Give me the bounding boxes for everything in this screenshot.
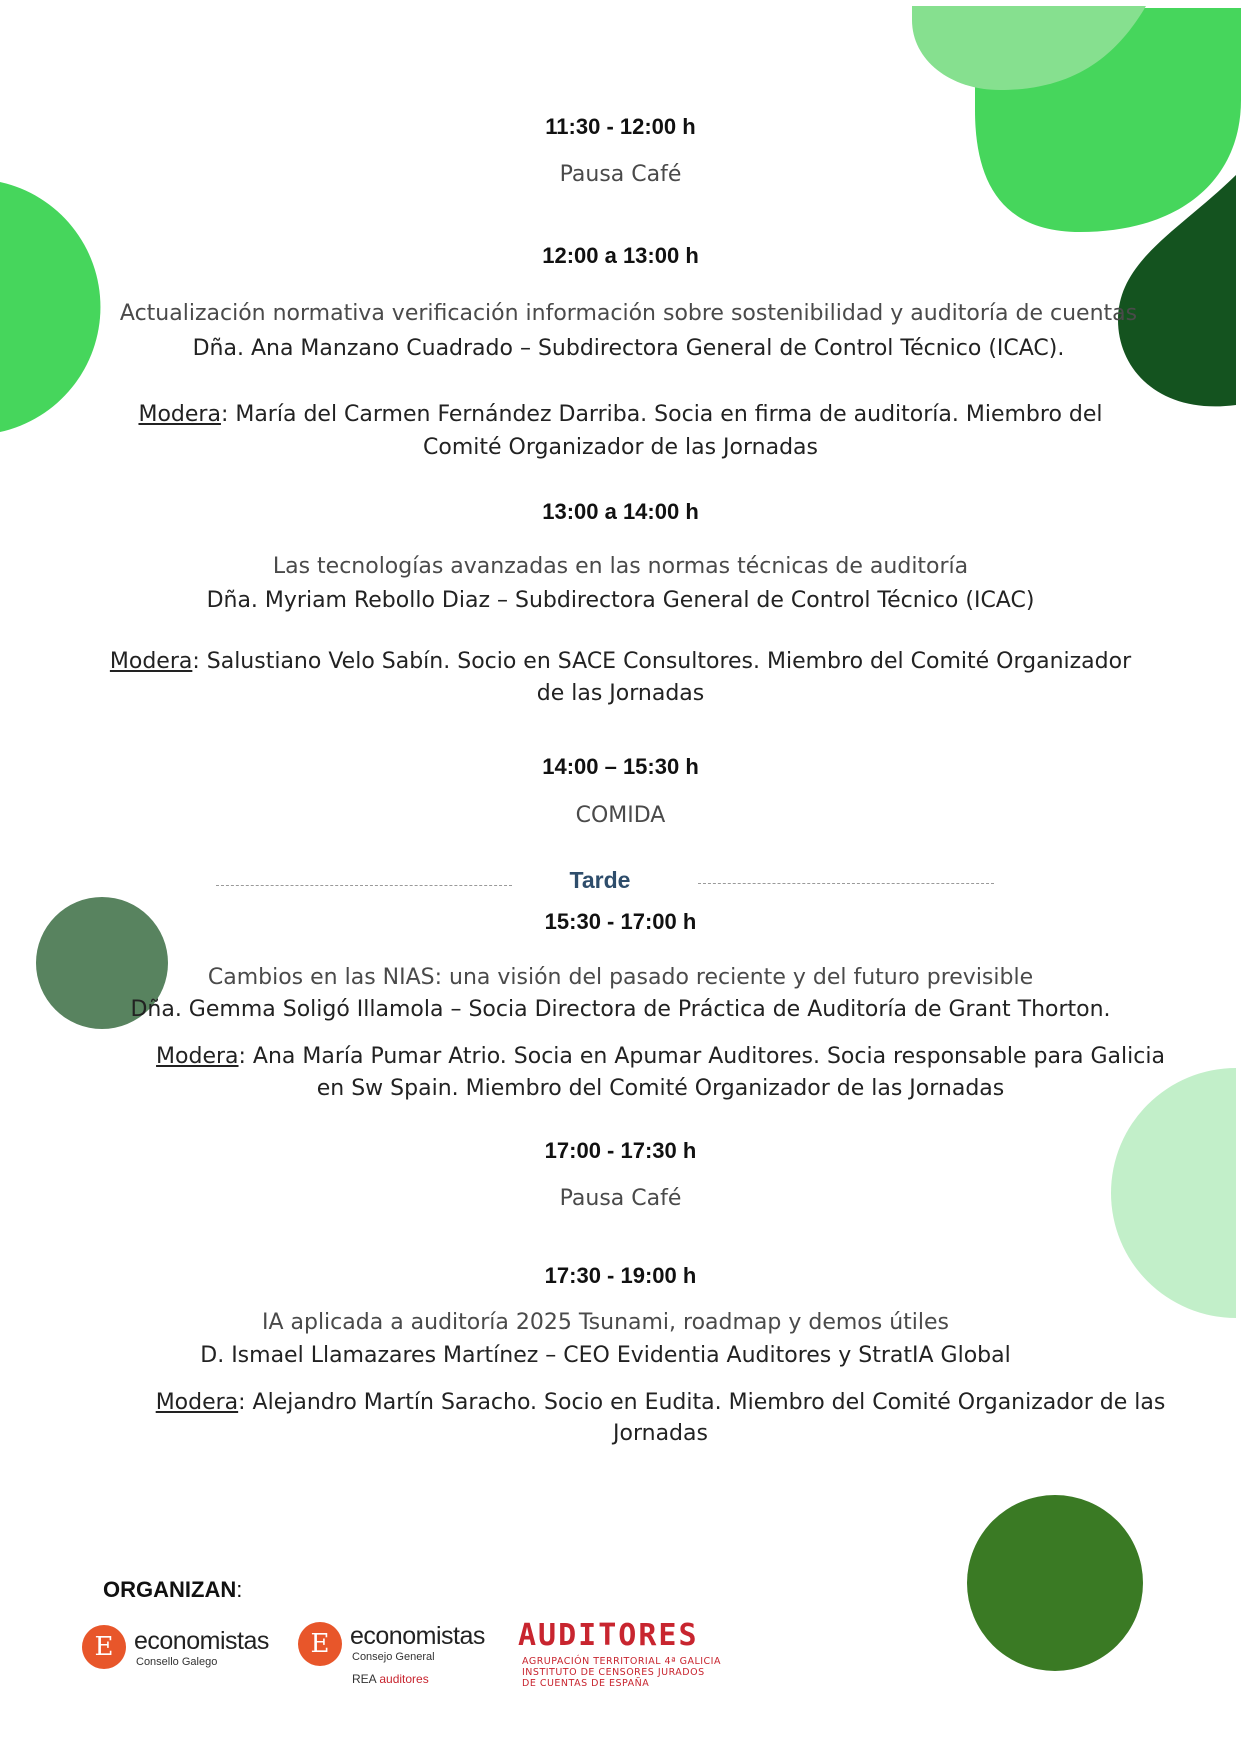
divider-right	[698, 883, 994, 884]
time-slot-5: 15:30 - 17:00 h	[544, 909, 697, 934]
moderator-line-5a: Modera: Ana María Pumar Atrio. Socia en Apumar Auditores. Socia responsable para Galicia	[156, 1044, 1165, 1069]
economistas-mark-icon: E	[298, 1622, 342, 1666]
moderator-label: Modera	[109, 649, 193, 674]
speaker-7: D. Ismael Llamazares Martínez – CEO Evidentia Auditores y StratIA Global	[200, 1343, 1011, 1368]
speaker-3: Dña. Myriam Rebollo Diaz – Subdirectora General de Control Técnico (ICAC)	[206, 588, 1035, 613]
session-title-2: Actualización normativa verificación información sobre sostenibilidad y auditoría de cuentas	[119, 301, 1138, 326]
logo-economistas-consello-galego: E economistas Consello Galego	[82, 1623, 282, 1673]
moderator-line-2b: Comité Organizador de las Jornadas	[423, 435, 818, 460]
speaker-5: Dña. Gemma Soligó Illamola – Socia Directora de Práctica de Auditoría de Grant Thorton.	[130, 997, 1111, 1022]
session-title-6: Pausa Café	[559, 1186, 682, 1211]
moderator-line-3a: Modera: Salustiano Velo Sabín. Socio en SACE Consultores. Miembro del Comité Organizador	[109, 649, 1132, 674]
time-slot-6: 17:00 - 17:30 h	[544, 1138, 697, 1163]
speaker-2: Dña. Ana Manzano Cuadrado – Subdirectora General de Control Técnico (ICAC).	[192, 336, 1065, 361]
time-slot-7: 17:30 - 19:00 h	[544, 1263, 697, 1288]
moderator-label: Modera	[156, 1044, 239, 1069]
moderator-label: Modera	[138, 402, 221, 427]
session-title-5: Cambios en las NIAS: una visión del pasado reciente y del futuro previsible	[207, 965, 1034, 990]
economistas-mark-icon: E	[82, 1625, 126, 1669]
moderator-label: Modera	[155, 1390, 239, 1415]
moderator-line-2a: Modera: María del Carmen Fernández Darriba. Socia en firma de auditoría. Miembro del	[138, 402, 1103, 427]
organizers-heading: ORGANIZAN:	[103, 1577, 243, 1602]
bottom-right-olive-green-circle	[967, 1495, 1143, 1671]
logo-economistas-consejo-general: E economistas Consejo General REA auditores	[298, 1620, 498, 1690]
moderator-line-3b: de las Jornadas	[536, 681, 705, 706]
time-slot-1: 11:30 - 12:00 h	[545, 114, 696, 139]
time-slot-3: 13:00 a 14:00 h	[542, 499, 699, 524]
session-title-4: COMIDA	[575, 803, 666, 828]
time-slot-4: 14:00 – 15:30 h	[542, 754, 699, 779]
moderator-line-7a: Modera: Alejandro Martín Saracho. Socio en Eudita. Miembro del Comité Organizador de las	[155, 1390, 1166, 1415]
moderator-line-5b: en Sw Spain. Miembro del Comité Organizador de las Jornadas	[316, 1076, 1005, 1101]
moderator-line-7b: Jornadas	[613, 1421, 708, 1446]
session-title-7: IA aplicada a auditoría 2025 Tsunami, roadmap y demos útiles	[261, 1310, 950, 1335]
session-title-3: Las tecnologías avanzadas en las normas técnicas de auditoría	[272, 554, 969, 579]
time-slot-2: 12:00 a 13:00 h	[542, 243, 699, 268]
logo-auditores: AUDITORES AGRUPACIÓN TERRITORIAL 4ª GALICIA INSTITUTO DE CENSORES JURADOS DE CUENTAS DE ESPAÑA	[518, 1618, 721, 1689]
session-title-1: Pausa Café	[559, 162, 682, 187]
section-heading-tarde: Tarde	[569, 867, 631, 893]
